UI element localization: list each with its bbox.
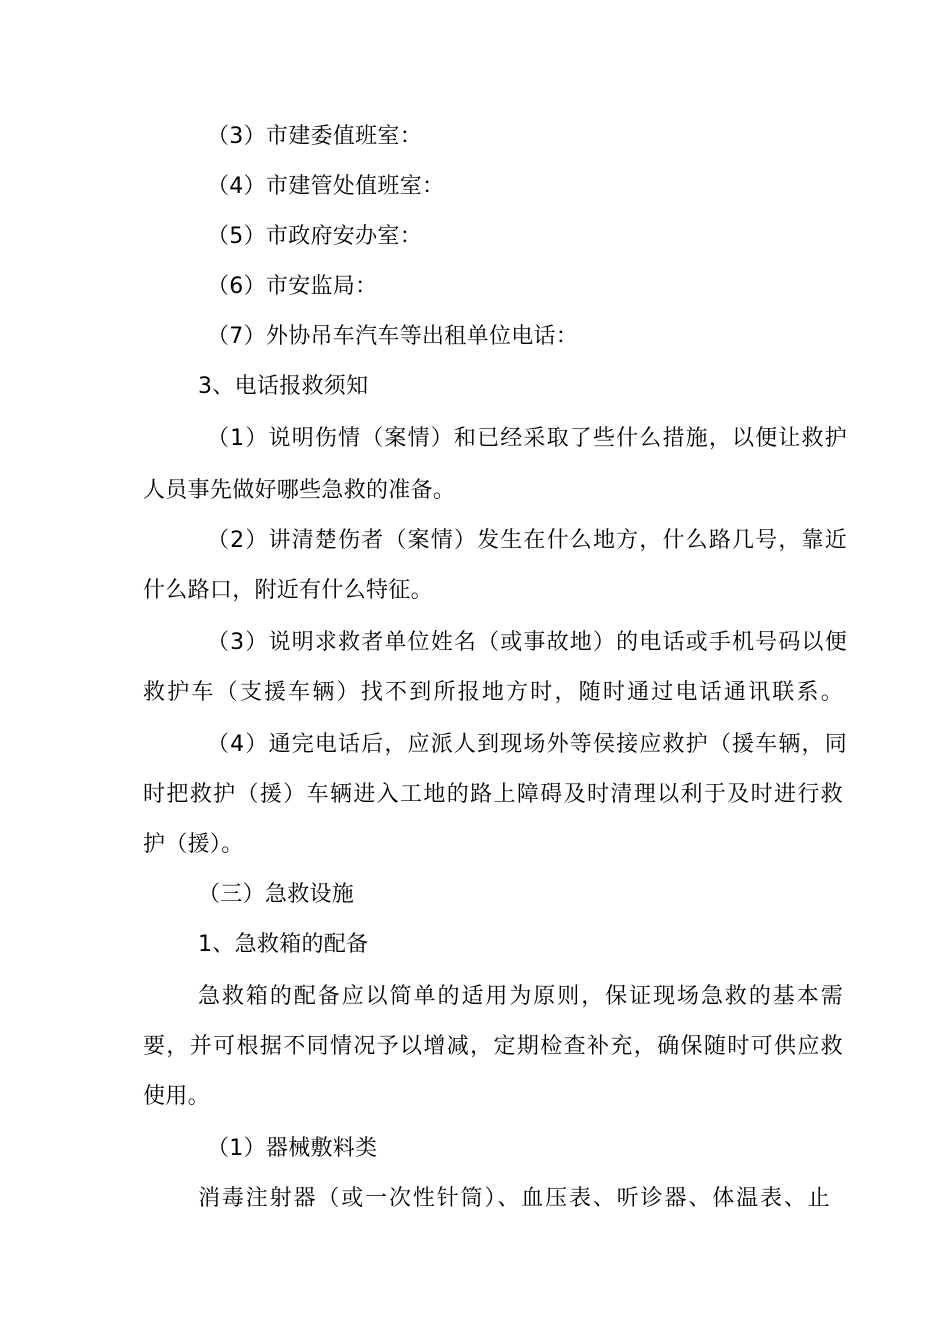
- contact-item-4: （4）市建管处值班室：: [207, 174, 445, 199]
- paragraph-line: （4）通完电话后，应派人到现场外等侯接应救护（援车辆，同: [207, 732, 847, 757]
- paragraph-line: 急救箱的配备应以简单的适用为原则，保证现场急救的基本需: [198, 984, 843, 1009]
- section-heading-first-aid-facilities: （三）急救设施: [198, 882, 355, 907]
- paragraph-line: 救护车（支援车辆）找不到所报地方时，随时通过电话通讯联系。: [143, 680, 843, 705]
- section-heading-phone-rescue: 3、电话报救须知: [198, 374, 369, 399]
- contact-item-6: （6）市安监局：: [207, 274, 378, 299]
- paragraph-line: 时把救护（援）车辆进入工地的路上障碍及时清理以利于及时进行救: [143, 782, 843, 807]
- paragraph-line: 人员事先做好哪些急救的准备。: [143, 478, 456, 503]
- paragraph-line: （1）说明伤情（案情）和已经采取了些什么措施，以便让救护: [207, 426, 847, 451]
- paragraph-line: 使用。: [143, 1084, 210, 1109]
- contact-item-7: （7）外协吊车汽车等出租单位电话：: [207, 324, 579, 349]
- paragraph-line: 要，并可根据不同情况予以增减，定期检查补充，确保随时可供应救: [143, 1034, 843, 1059]
- paragraph-line: 什么路口，附近有什么特征。: [143, 578, 433, 603]
- paragraph-line: 护（援）。: [143, 832, 244, 857]
- section-heading-first-aid-kit: 1、急救箱的配备: [198, 932, 369, 957]
- paragraph-line: （3）说明求救者单位姓名（或事故地）的电话或手机号码以便: [207, 630, 847, 655]
- paragraph-line: （2）讲清楚伤者（案情）发生在什么地方，什么路几号，靠近: [207, 528, 847, 553]
- contact-item-5: （5）市政府安办室：: [207, 224, 422, 249]
- paragraph-line: 消毒注射器（或一次性针筒）、血压表、听诊器、体温表、止: [198, 1186, 830, 1211]
- subsection-heading-instruments: （1）器械敷料类: [207, 1136, 378, 1161]
- contact-item-3: （3）市建委值班室：: [207, 124, 422, 149]
